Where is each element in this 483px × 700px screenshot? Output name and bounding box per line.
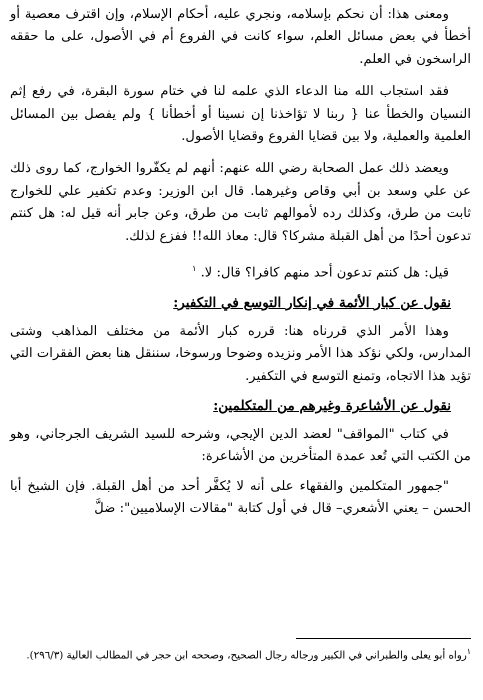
paragraph-mawaqif: في كتاب "المواقف" لعضد الدين الإيجي، وشرحه للسيد الشريف الجرجاني، وهو من الكتب التي تُعد عمدة المتأخرين من الأشاعرة: <box>10 427 471 465</box>
footnote-divider <box>296 638 471 639</box>
footnote-number: ١ <box>466 647 471 656</box>
paragraph-meaning: ومعنى هذا: أن نحكم بإسلامه، ونجري عليه، أحكام الإسلام، وإن اقترف معصية أو أخطأ في بعض مسائل العلم، سواء كانت في الفروع أم في الأصول، على ما حققه الراسخون في العلم. <box>10 7 471 67</box>
paragraph-question <box>10 258 471 285</box>
paragraph-imams: وهذا الأمر الذي قررناه هنا: قرره كبار الأئمة من مختلف المذاهب وشتى المدارس، ولكي نؤكد هذا الأمر ونزيده وضوحا ورسوخا، سننقل هنا بعض الفقرات التي تؤيد هذا الاتجاه، وتمنع التوسع في التكفير. <box>10 323 471 384</box>
paragraph-quote: "جمهور المتكلمين والفقهاء على أنه لا يُكفَّر أحد من أهل القبلة. فإن الشيخ أبا الحسن – يعني الأشعري– قال في أول كتابة "مقالات الإسلاميين": ضلَّ <box>10 478 471 517</box>
section-heading-ashaira: نقول عن الأشاعرة وغيرهم من المتكلمين: <box>213 398 451 415</box>
footnote-marker: ١ <box>192 264 197 274</box>
footnote-text: رواه أبو يعلى والطبراني في الكبير ورجاله رجال الصحيح، وصححه ابن حجر في المطالب العالية (٢٩٦/٣). <box>26 649 467 662</box>
section-heading-imams: نقول عن كبار الأئمة في إنكار التوسع في التكفير: <box>173 294 451 311</box>
footnote <box>10 643 471 664</box>
main-text <box>10 4 471 521</box>
question-text: قيل: هل كنتم تدعون أحد منهم كافرا؟ قال: لا. <box>200 265 449 281</box>
paragraph-sahaba: ويعضد ذلك عمل الصحابة رضي الله عنهم: أنهم لم يكفّروا الخوارج، كما روى ذلك عن علي وسعد بن أبي وقاص وغيرهما. قال ابن الوزير: وعدم تكفير علي للخوارج ثابت من طرق، وكذلك رده لأموالهم ثابت من طرق، وعن جابر أنه قيل له: هل كنتم تدعون أحدًا من أهل القبلة مشركا؟ قال: معاذ الله!! ففزع لذلك. <box>10 161 471 244</box>
paragraph-dua: فقد استجاب الله منا الدعاء الذي علمه لنا في ختام سورة البقرة، في رفع إثم النسيان والخطأ عنا { ربنا لا تؤاخذنا إن نسينا أو أخطأنا } ولم يفصل بين المسائل العلمية والعملية، ولا بين قضايا الفروع وقضايا الأصول. <box>10 84 471 145</box>
